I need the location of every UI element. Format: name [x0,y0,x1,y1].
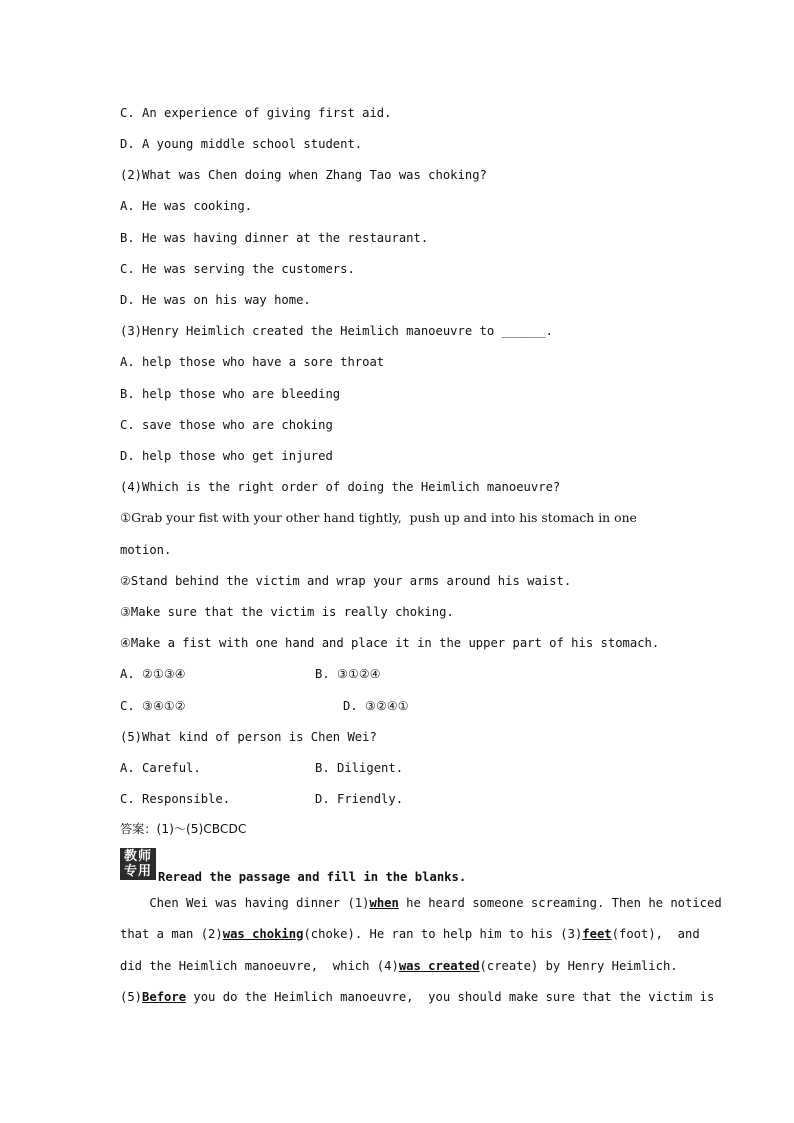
blank-answer-2: was choking [222,927,304,941]
blank-answer-3: feet [582,927,612,941]
question-2: (2)What was Chen doing when Zhang Tao was choking? [120,168,487,182]
blank-answer-4: was created [398,959,480,973]
passage-line-3 [120,958,676,974]
passage-text: he heard someone screaming. Then he noticed [398,896,722,910]
section-heading: Reread the passage and fill in the blanks. [158,870,467,884]
passage-text: (foot), and [611,927,700,941]
option-a: A. He was cooking. [120,199,253,213]
passage-text: (create) by Henry Heimlich. [479,959,678,973]
badge-line-2: 专用 [123,864,152,879]
option-b: B. ③①②④ [315,667,381,681]
question-3: (3)Henry Heimlich created the Heimlich manoeuvre to ______. [120,324,553,338]
option-d: D. He was on his way home. [120,293,311,307]
passage-text: did the Heimlich manoeuvre, which (4) [120,959,399,973]
passage-text: Chen Wei was having dinner (1) [120,896,370,910]
option-b: B. Diligent. [315,761,404,775]
step-2: ②Stand behind the victim and wrap your arms around his waist. [120,574,572,588]
option-c: C. An experience of giving first aid. [120,106,392,120]
answer-key: 答案：(1)～(5)CBCDC [120,822,247,836]
option-b: B. help those who are bleeding [120,387,341,401]
passage-line-1 [120,895,722,911]
option-c: C. He was serving the customers. [120,262,355,276]
passage-text: that a man (2) [120,927,223,941]
step-1-continued: motion. [120,543,172,557]
option-b: B. He was having dinner at the restaurant. [120,231,429,245]
question-5: (5)What kind of person is Chen Wei? [120,730,377,744]
option-a: A. Careful. [120,761,201,775]
passage-line-4 [120,989,715,1005]
passage-text: (choke). He ran to help him to his (3) [303,927,583,941]
badge-line-1: 教师 [123,849,152,864]
option-c: C. save those who are choking [120,418,333,432]
blank-answer-5: Before [142,990,187,1004]
blank-answer-1: when [369,896,399,910]
option-a: A. help those who have a sore throat [120,355,385,369]
teacher-only-badge [120,848,156,880]
passage-text: (5) [120,990,143,1004]
passage-line-2 [120,926,700,942]
option-c: C. Responsible. [120,792,231,806]
option-d: D. ③②④① [343,699,409,713]
step-1: ①Grab your fist with your other hand tightly, push up and into his stomach in one [120,510,637,525]
step-4: ④Make a fist with one hand and place it in the upper part of his stomach. [120,636,660,650]
option-d: D. A young middle school student. [120,137,363,151]
option-d: D. help those who get injured [120,449,333,463]
option-c: C. ③④①② [120,699,186,713]
step-3: ③Make sure that the victim is really choking. [120,605,454,619]
option-a: A. ②①③④ [120,667,186,681]
passage-text: you do the Heimlich manoeuvre, you should make sure that the victim is [186,990,715,1004]
question-4: (4)Which is the right order of doing the Heimlich manoeuvre? [120,480,561,494]
option-d: D. Friendly. [315,792,404,806]
